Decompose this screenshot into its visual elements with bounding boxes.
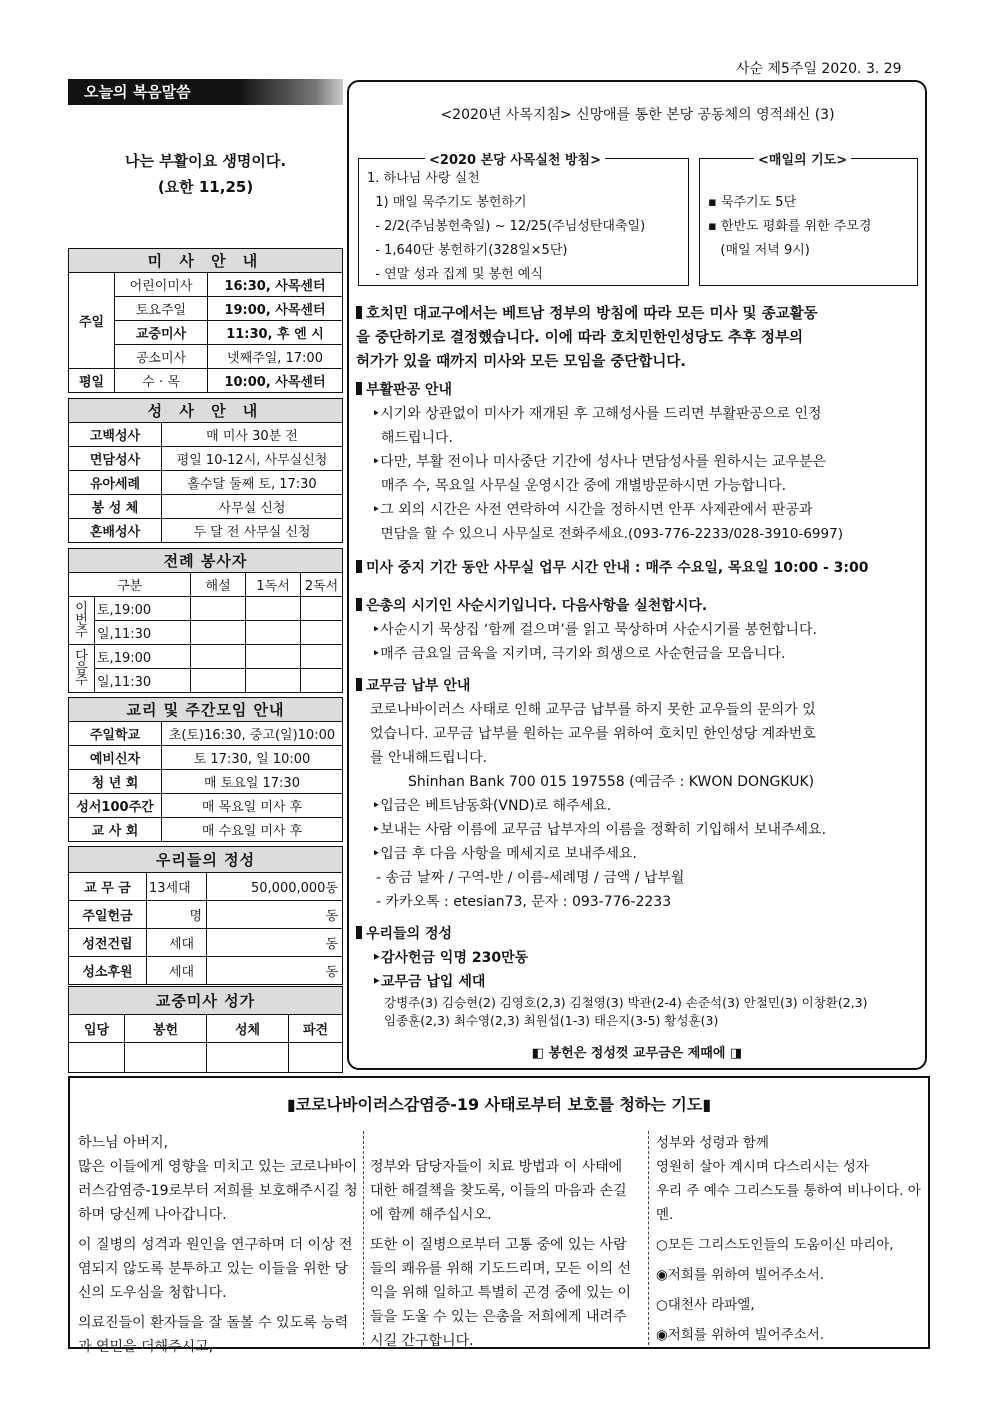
column-divider xyxy=(363,1131,364,1345)
sacrament-title: 성 사 안 내 xyxy=(69,399,343,423)
hymn-title: 교중미사 성가 xyxy=(69,987,343,1015)
prayer-invocation: ○대천사 라파엘, xyxy=(656,1297,755,1313)
daily-prayer-title: <매일의 기도> xyxy=(754,149,851,168)
prayer-paragraph: 성부와 성령과 함께 영원히 살아 계시며 다스리시는 성자 우리 주 예수 그리스도를 통하여 비나이다. 아멘. xyxy=(656,1135,921,1223)
gospel-banner: 오늘의 복음말씀 xyxy=(68,79,343,105)
our-offering-section xyxy=(356,922,922,1030)
plan-line: - 1,640단 봉헌하기(328일×5단) xyxy=(367,243,568,258)
mass-name: 어린이미사 xyxy=(115,273,208,297)
servers-header: 구분 xyxy=(69,573,191,597)
penance-line: ‣다만, 부활 전이나 미사중단 기간에 성사나 면담성사를 원하시는 교우분은 xyxy=(372,454,827,470)
meeting-name: 청 년 회 xyxy=(69,770,162,794)
meeting-time: 매 목요일 미사 후 xyxy=(162,794,343,818)
plan-line: 1) 매일 묵주기도 봉헌하기 xyxy=(367,195,527,210)
meeting-name: 주일학교 xyxy=(69,722,162,746)
servers-header: 1독서 xyxy=(246,573,301,597)
our-line: ‣감사헌금 익명 230만동 xyxy=(372,950,529,966)
office-hours xyxy=(356,556,922,580)
bullet-icon xyxy=(356,382,362,395)
dues-line: 었습니다. 교무금 납부를 원하는 교우를 위하여 호치민 한인성당 계좌번호 xyxy=(370,726,816,742)
pastoral-plan-box xyxy=(358,153,689,286)
donor-names: 강병주(3) 김승현(2) 김영호(2,3) 김철영(3) 박관(2-4) 손준석(3) 안철민(3) 이창환(2,3) xyxy=(384,995,868,1010)
sacrament-name: 봉 성 체 xyxy=(69,495,162,519)
bullet-icon xyxy=(356,306,362,319)
sacrament-info: 매 미사 30분 전 xyxy=(162,423,343,447)
offering-count: 세대 xyxy=(147,929,207,957)
section-title: 교무금 납부 안내 xyxy=(366,678,471,694)
next-week-label: 다음주 xyxy=(69,645,95,693)
office-hours-text: 미사 중지 기간 동안 사무실 업무 시간 안내 : 매주 수요일, 목요일 10:00 - 3:00 xyxy=(366,560,869,576)
mass-name: 토요주일 xyxy=(115,297,208,321)
prayer-response: ◉저희를 위하여 빌어주소서. xyxy=(656,1327,825,1343)
meeting-time: 매 토요일 17:30 xyxy=(162,770,343,794)
bullet-icon xyxy=(356,560,362,573)
section-title: 우리들의 정성 xyxy=(366,926,453,942)
mass-time: 16:30, 사목센터 xyxy=(208,273,343,297)
pastoral-plan-title: <2020 본당 사목실천 방침> xyxy=(425,149,605,168)
prayer-item: (매일 저녁 9시) xyxy=(708,243,810,258)
sacrament-info: 홀수달 둘째 토, 17:30 xyxy=(162,471,343,495)
this-week-label: 이번주 xyxy=(69,597,95,645)
prayer-paragraph: 또한 이 질병으로부터 고통 중에 있는 사람들의 쾌유를 위해 기도드리며, 모든 이의 선익을 위해 일하고 특별히 곤경 중에 있는 이들을 도울 수 있는 은총을 저희에게 내려주시길 간구합니다. xyxy=(370,1237,632,1349)
prayer-item: ▪ 묵주기도 5단 xyxy=(708,195,797,210)
prayer-paragraph: 정부와 담당자들이 치료 방법과 이 사태에 대한 해결책을 찾도록, 이들의 마음과 손길에 함께 해주십시오. xyxy=(370,1159,627,1223)
mass-name: 공소미사 xyxy=(115,345,208,369)
section-title: 은총의 시기인 사순시기입니다. 다음사항을 실천합시다. xyxy=(366,598,708,614)
lent-line: ‣매주 금요일 금육을 지키며, 극기와 희생으로 사순헌금을 모읍니다. xyxy=(372,646,786,662)
meeting-time: 토 17:30, 일 10:00 xyxy=(162,746,343,770)
plan-line: 1. 하나님 사랑 실천 xyxy=(367,171,480,186)
gospel-reference: (요한 11,25) xyxy=(157,178,254,196)
servers-title: 전례 봉사자 xyxy=(69,549,343,573)
meeting-time: 매 수요일 미사 후 xyxy=(162,818,343,842)
notice-line: 허가가 있을 때까지 미사와 모든 모임을 중단합니다. xyxy=(356,354,686,370)
sacrament-info: 사무실 신청 xyxy=(162,495,343,519)
hymn-header: 파견 xyxy=(289,1015,343,1043)
penance-line: 해드립니다. xyxy=(372,430,453,446)
penance-section xyxy=(356,378,922,546)
sacrament-info: 평일 10-12시, 사무실신청 xyxy=(162,447,343,471)
gospel-verse xyxy=(68,148,343,200)
offering-amount: 동 xyxy=(207,929,343,957)
offering-table xyxy=(68,846,343,985)
penance-line: ‣시기와 상관없이 미사가 재개된 후 고해성사를 드리면 부활판공으로 인정 xyxy=(372,406,822,422)
prayer-item: ▪ 한반도 평화를 위한 주모경 xyxy=(708,219,872,234)
prayer-column-2 xyxy=(370,1155,640,1359)
bullet-icon xyxy=(356,678,362,691)
catechism-title: 교리 및 주간모임 안내 xyxy=(69,698,343,722)
offering-count: 세대 xyxy=(147,957,207,985)
prayer-paragraph: 이 질병의 성격과 원인을 연구하며 더 이상 전염되지 않도록 분투하고 있는 이들을 위한 당신의 도우심을 청합니다. xyxy=(78,1237,353,1301)
sacrament-name: 고백성사 xyxy=(69,423,162,447)
offering-count: 명 xyxy=(147,901,207,929)
server-slot: 토,19:00 xyxy=(95,597,191,621)
gospel-line: 나는 부활이요 생명이다. xyxy=(124,152,287,170)
offering-name: 교 무 금 xyxy=(69,873,147,901)
server-slot: 일,11:30 xyxy=(95,621,191,645)
mass-table xyxy=(68,248,343,393)
prayer-column-1 xyxy=(78,1131,360,1365)
suspension-notice xyxy=(356,302,922,374)
meeting-name: 성서100주간 xyxy=(69,794,162,818)
hymn-header: 성체 xyxy=(207,1015,289,1043)
donor-names: 임종훈(2,3) 최수영(2,3) 최원섭(1-3) 태은지(3-5) 황성훈(3) xyxy=(384,1013,719,1028)
dues-section xyxy=(356,674,922,914)
servers-header: 해설 xyxy=(191,573,246,597)
offering-count: 13세대 xyxy=(147,873,207,901)
mass-name: 수 · 목 xyxy=(115,369,208,393)
prayer-paragraph: 의료진들이 환자들을 잘 돌볼 수 있도록 능력과 연민을 더해주시고, xyxy=(78,1315,349,1355)
dues-subitem: - 송금 날짜 / 구역-반 / 이름-세례명 / 금액 / 납부월 xyxy=(376,870,685,886)
meeting-name: 예비신자 xyxy=(69,746,162,770)
offering-name: 주일헌금 xyxy=(69,901,147,929)
offering-slogan: ◧ 봉헌은 정성껏 교무금은 제때에 ◨ xyxy=(531,1046,743,1061)
offering-amount: 50,000,000동 xyxy=(207,873,343,901)
column-divider xyxy=(648,1131,649,1345)
penance-line: ‣그 외의 시간은 사전 연락하여 시간을 정하시면 안푸 사제관에서 판공과 xyxy=(372,502,813,518)
mass-title: 미 사 안 내 xyxy=(69,249,343,273)
sacrament-name: 유아세례 xyxy=(69,471,162,495)
mass-time: 넷째주일, 17:00 xyxy=(208,345,343,369)
dues-line: 를 안내해드립니다. xyxy=(370,750,488,766)
offering-title: 우리들의 정성 xyxy=(69,847,343,873)
notice-line: 을 중단하기로 결정했습니다. 이에 따라 호치민한인성당도 추후 정부의 xyxy=(356,330,804,346)
prayer-invocation: ○모든 그리스도인들의 도움이신 마리아, xyxy=(656,1237,894,1253)
plan-line: - 연말 성과 집계 및 봉헌 예식 xyxy=(367,267,543,282)
section-title: 부활판공 안내 xyxy=(366,382,453,398)
dues-item: ‣보내는 사람 이름에 교무금 납부자의 이름을 정확히 기입해서 보내주세요. xyxy=(372,822,827,838)
catechism-table xyxy=(68,697,343,842)
prayer-paragraph: 하느님 아버지, 많은 이들에게 영향을 미치고 있는 코로나바이러스감염증-19로부터 저희를 보호해주시길 청하며 당신께 나아갑니다. xyxy=(78,1135,358,1223)
meeting-name: 교 사 회 xyxy=(69,818,162,842)
meeting-time: 초(토)16:30, 중고(일)10:00 xyxy=(162,722,343,746)
offering-amount: 동 xyxy=(207,901,343,929)
notice-line: 호치민 대교구에서는 베트남 정부의 방침에 따라 모든 미사 및 종교활동 xyxy=(366,306,818,322)
lent-section xyxy=(356,594,922,666)
weekday-label: 평일 xyxy=(69,369,115,393)
prayer-title: ▮코로나바이러스감염증-19 사태로부터 보호를 청하는 기도▮ xyxy=(286,1095,712,1114)
our-line: ‣교무금 납입 세대 xyxy=(372,974,486,990)
plan-line: - 2/2(주님봉헌축일) ~ 12/25(주님성탄대축일) xyxy=(367,219,646,234)
servers-table xyxy=(68,548,343,693)
mass-name: 교중미사 xyxy=(115,321,208,345)
servers-header: 2독서 xyxy=(301,573,343,597)
mass-time: 11:30, 후 엔 시 xyxy=(208,321,343,345)
bank-account: Shinhan Bank 700 015 197558 (예금주 : KWON DONGKUK) xyxy=(408,774,815,790)
dues-item: ‣입금은 베트남동화(VND)로 해주세요. xyxy=(372,798,612,814)
prayer-response: ◉저희를 위하여 빌어주소서. xyxy=(656,1267,825,1283)
dues-line: 코로나바이러스 사태로 인해 교무금 납부를 하지 못한 교우들의 문의가 있 xyxy=(370,702,816,718)
sacrament-info: 두 달 전 사무실 신청 xyxy=(162,519,343,543)
sunday-label: 주일 xyxy=(69,273,115,369)
date-header: 사순 제5주일 2020. 3. 29 xyxy=(736,61,902,77)
hymn-header: 입당 xyxy=(69,1015,125,1043)
bullet-icon xyxy=(356,598,362,611)
mass-time: 19:00, 사목센터 xyxy=(208,297,343,321)
dues-subitem: - 카카오톡 : etesian73, 문자 : 093-776-2233 xyxy=(376,894,672,910)
daily-prayer-box xyxy=(699,153,918,286)
offering-amount: 동 xyxy=(207,957,343,985)
sacrament-name: 혼배성사 xyxy=(69,519,162,543)
server-slot: 토,19:00 xyxy=(95,645,191,669)
bullet-icon xyxy=(356,926,362,939)
sacrament-table xyxy=(68,398,343,543)
guideline-subtitle: <2020년 사목지침> 신망애를 통한 본당 공동체의 영적쇄신 (3) xyxy=(440,107,835,123)
hymn-header: 봉헌 xyxy=(125,1015,207,1043)
penance-line: 면담을 할 수 있으니 사무실로 전화주세요.(093-776-2233/028-3910-6997) xyxy=(372,526,843,542)
mass-time: 10:00, 사목센터 xyxy=(208,369,343,393)
offering-name: 성전건립 xyxy=(69,929,147,957)
offering-name: 성소후원 xyxy=(69,957,147,985)
server-slot: 일,11:30 xyxy=(95,669,191,693)
sacrament-name: 면담성사 xyxy=(69,447,162,471)
dues-item: ‣입금 후 다음 사항을 메세지로 보내주세요. xyxy=(372,846,637,862)
lent-line: ‣사순시기 묵상집 ‘함께 걸으며’를 읽고 묵상하며 사순시기를 봉헌합니다. xyxy=(372,622,817,638)
hymn-table xyxy=(68,986,343,1073)
prayer-column-3 xyxy=(656,1131,924,1353)
penance-line: 매주 수, 목요일 사무실 운영시간 중에 개별방문하시면 가능합니다. xyxy=(372,478,787,494)
